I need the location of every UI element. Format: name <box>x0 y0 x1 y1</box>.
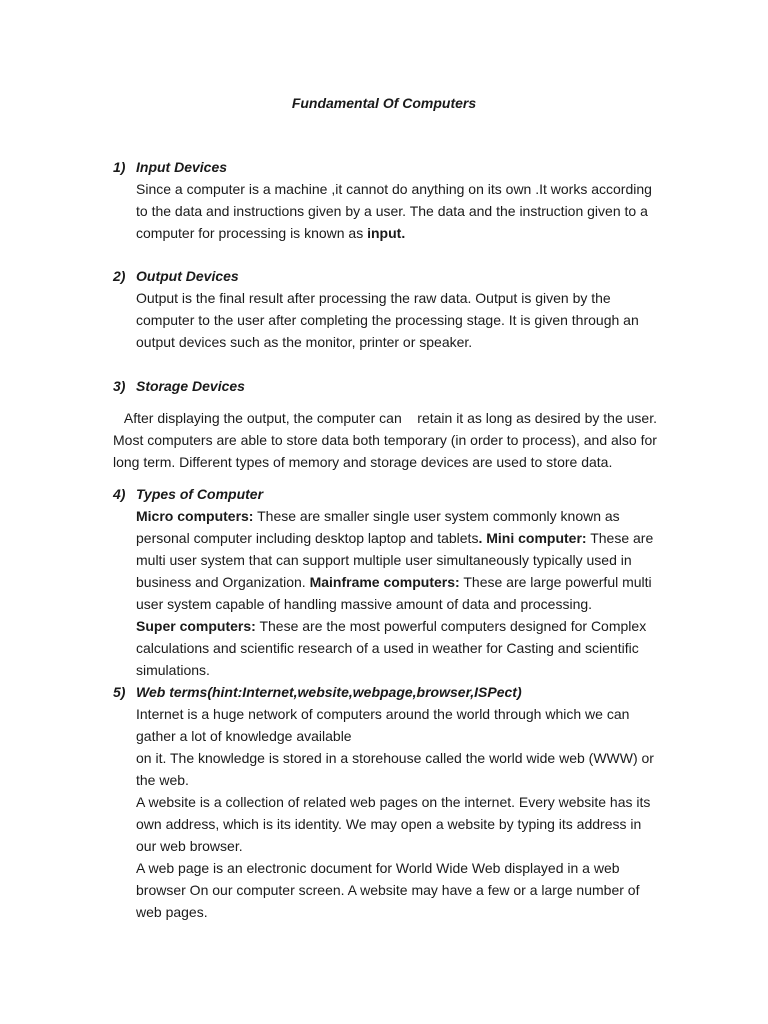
section-heading <box>113 157 683 177</box>
body-line: A website is a collection of related web pages on the internet. Every website has its <box>136 794 651 810</box>
section-title: Storage Devices <box>136 378 245 394</box>
body-line <box>136 527 683 549</box>
section-heading <box>113 266 683 286</box>
section-heading <box>113 484 683 504</box>
body-text: These are smaller single user system commonly known as <box>253 508 620 524</box>
section-body <box>136 287 683 353</box>
body-line: gather a lot of knowledge available <box>136 728 352 744</box>
body-text: business and Organization. <box>136 574 310 590</box>
section-number: 2) <box>113 268 126 284</box>
body-line <box>136 571 683 593</box>
body-text: These are large powerful multi <box>459 574 652 590</box>
body-line: Output is the final result after processing the raw data. Output is given by the <box>136 290 611 306</box>
body-line: Internet is a huge network of computers around the world through which we can <box>136 706 630 722</box>
body-line: After displaying the output, the computer can retain it as long as desired by the user. <box>113 410 657 426</box>
section-number: 1) <box>113 159 126 175</box>
section-output-devices <box>113 266 683 353</box>
section-number: 5) <box>113 684 126 700</box>
body-line: web pages. <box>136 904 208 920</box>
body-line: multi user system that can support multiple user simultaneously typically used in <box>136 552 632 568</box>
body-line: own address, which is its identity. We may open a website by typing its address in <box>136 816 642 832</box>
body-line: Most computers are able to store data both temporary (in order to process), and also for <box>113 432 657 448</box>
body-text: These are the most powerful computers designed for Complex <box>255 618 647 634</box>
body-line <box>136 222 683 244</box>
section-number: 3) <box>113 378 126 394</box>
section-body <box>136 505 683 681</box>
body-line: browser On our computer screen. A website may have a few or a large number of <box>136 882 640 898</box>
section-title: Types of Computer <box>136 486 264 502</box>
body-line: long term. Different types of memory and storage devices are used to store data. <box>113 454 613 470</box>
section-storage-body <box>113 407 693 473</box>
section-heading <box>113 682 683 702</box>
section-heading <box>113 376 683 396</box>
body-line: user system capable of handling massive amount of data and processing. <box>136 596 593 612</box>
body-line <box>136 615 683 637</box>
bold-term: Super computers: <box>136 618 256 634</box>
section-title: Web terms(hint:Internet,website,webpage,browser,ISPect) <box>136 684 522 700</box>
section-input-devices <box>113 157 683 244</box>
body-line: our web browser. <box>136 838 243 854</box>
section-title: Output Devices <box>136 268 239 284</box>
body-line: output devices such as the monitor, printer or speaker. <box>136 334 473 350</box>
body-line: calculations and scientific research of a used in weather for Casting and scientific <box>136 640 639 656</box>
section-storage-devices <box>113 376 683 396</box>
body-text: personal computer including desktop laptop and tablets <box>136 530 479 546</box>
body-line: A web page is an electronic document for World Wide Web displayed in a web <box>136 860 620 876</box>
body-line: simulations. <box>136 662 210 678</box>
body-line: computer to the user after completing the processing stage. It is given through an <box>136 312 639 328</box>
body-line <box>136 505 683 527</box>
bold-term: input. <box>367 225 406 241</box>
section-body <box>136 703 683 923</box>
section-body <box>136 178 683 244</box>
section-title: Input Devices <box>136 159 228 175</box>
bold-term: Mainframe computers: <box>309 574 460 590</box>
body-text: computer for processing is known as <box>136 225 368 241</box>
section-web-terms <box>113 682 683 923</box>
section-types-of-computer <box>113 484 683 681</box>
bold-term: . Mini computer: <box>478 530 587 546</box>
page-title: Fundamental Of Computers <box>291 95 477 111</box>
body-line: the web. <box>136 772 189 788</box>
body-line: on it. The knowledge is stored in a storehouse called the world wide web (WWW) or <box>136 750 654 766</box>
body-line: to the data and instructions given by a user. The data and the instruction given to a <box>136 203 648 219</box>
body-text: These are <box>586 530 654 546</box>
body-line: Since a computer is a machine ,it cannot do anything on its own .It works according <box>136 181 652 197</box>
section-number: 4) <box>113 486 126 502</box>
bold-term: Micro computers: <box>136 508 254 524</box>
